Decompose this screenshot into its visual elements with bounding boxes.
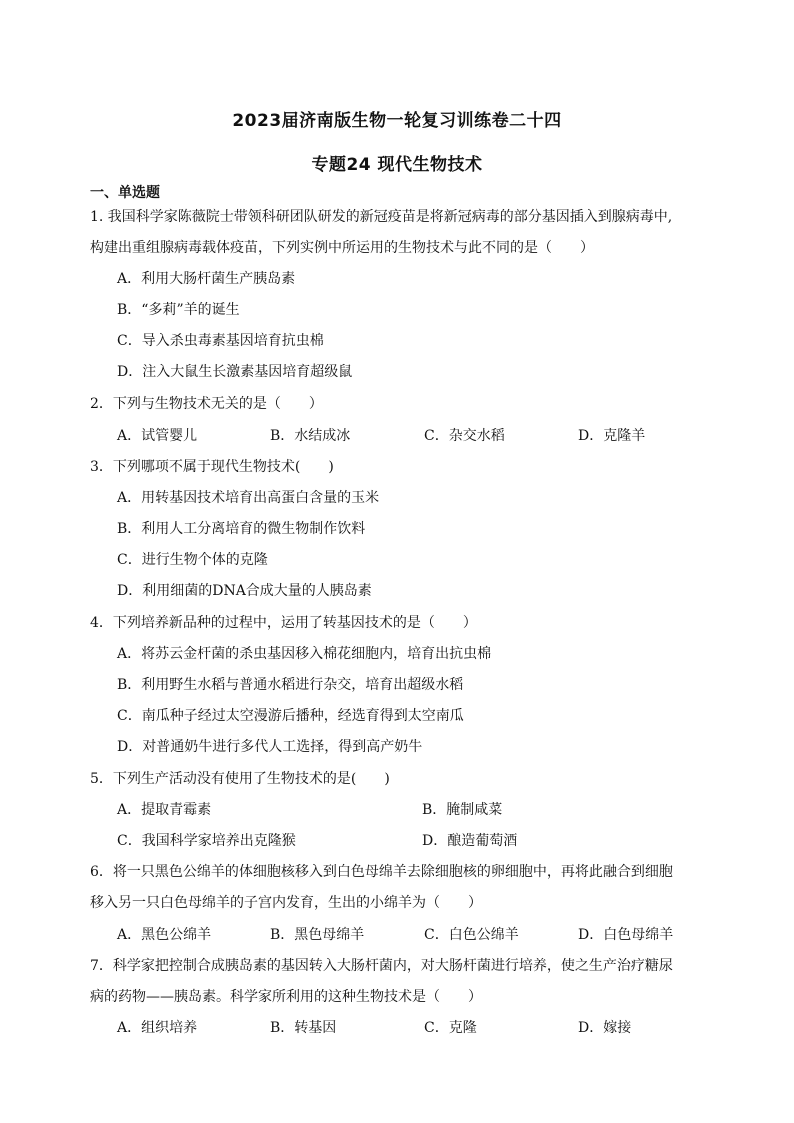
question-5-option-c: C．我国科学家培养出克隆猴: [117, 833, 296, 849]
question-4-option-c: C．南瓜种子经过太空漫游后播种，经选育得到太空南瓜: [117, 708, 464, 724]
document-title: 2023届济南版生物一轮复习训练卷二十四: [232, 111, 562, 131]
question-5-line-1: 5．下列生产活动没有使用了生物技术的是( ): [90, 771, 390, 787]
question-5-option-a: A．提取青霉素: [117, 802, 212, 818]
question-2-option-b: B．水结成冰: [270, 428, 351, 444]
question-2-option-a: A．试管婴儿: [117, 428, 198, 444]
question-3-option-c: C．进行生物个体的克隆: [117, 552, 268, 568]
question-3-line-1: 3．下列哪项不属于现代生物技术( ): [90, 459, 334, 475]
question-6-option-a: A．黑色公绵羊: [117, 927, 212, 943]
question-6-option-c: C．白色公绵羊: [424, 927, 519, 943]
section-heading: 一、单选题: [90, 185, 160, 201]
question-3-option-b: B．利用人工分离培育的微生物制作饮料: [117, 521, 366, 537]
question-1-line-2: 构建出重组腺病毒载体疫苗，下列实例中所运用的生物技术与此不同的是（ ）: [90, 240, 594, 256]
question-2-line-1: 2．下列与生物技术无关的是（ ）: [90, 396, 323, 412]
question-3-option-a: A．用转基因技术培育出高蛋白含量的玉米: [117, 490, 380, 506]
question-5-option-b: B．腌制咸菜: [422, 802, 503, 818]
question-1-option-c: C．导入杀虫毒素基因培育抗虫棉: [117, 333, 324, 349]
question-7-option-d: D．嫁接: [578, 1020, 632, 1036]
question-7-option-a: A．组织培养: [117, 1020, 198, 1036]
question-6-line-2: 移入另一只白色母绵羊的子宫内发育，生出的小绵羊为（ ）: [90, 895, 482, 911]
question-7-line-1: 7．科学家把控制合成胰岛素的基因转入大肠杆菌内，对大肠杆菌进行培养，使之生产治疗糖尿: [90, 958, 673, 974]
question-6-line-1: 6．将一只黑色公绵羊的体细胞核移入到白色母绵羊去除细胞核的卵细胞中，再将此融合到细胞: [90, 864, 673, 880]
question-1-option-b: B．“多莉”羊的诞生: [117, 302, 240, 318]
question-2-option-c: C．杂交水稻: [424, 428, 505, 444]
question-7-line-2: 病的药物——胰岛素。科学家所利用的这种生物技术是（ ）: [90, 989, 482, 1005]
question-5-option-d: D．酿造葡萄酒: [422, 833, 518, 849]
question-7-option-b: B．转基因: [270, 1020, 337, 1036]
question-4-line-1: 4．下列培养新品种的过程中，运用了转基因技术的是（ ）: [90, 615, 477, 631]
question-7-option-c: C．克隆: [424, 1020, 477, 1036]
document-subtitle: 专题24 现代生物技术: [311, 155, 483, 175]
question-1-option-a: A．利用大肠杆菌生产胰岛素: [117, 271, 296, 287]
question-6-option-d: D．白色母绵羊: [578, 927, 674, 943]
question-1-line-1: 1. 我国科学家陈薇院士带领科研团队研发的新冠疫苗是将新冠病毒的部分基因插入到腺病毒中,: [90, 209, 673, 225]
question-4-option-b: B．利用野生水稻与普通水稻进行杂交，培育出超级水稻: [117, 677, 464, 693]
question-4-option-a: A．将苏云金杆菌的杀虫基因移入棉花细胞内，培育出抗虫棉: [117, 646, 492, 662]
question-1-option-d: D．注入大鼠生长激素基因培育超级鼠: [117, 364, 353, 380]
question-3-option-d: D．利用细菌的DNA合成大量的人胰岛素: [117, 583, 372, 599]
question-6-option-b: B．黑色母绵羊: [270, 927, 365, 943]
question-2-option-d: D．克隆羊: [578, 428, 646, 444]
question-4-option-d: D．对普通奶牛进行多代人工选择，得到高产奶牛: [117, 739, 423, 755]
